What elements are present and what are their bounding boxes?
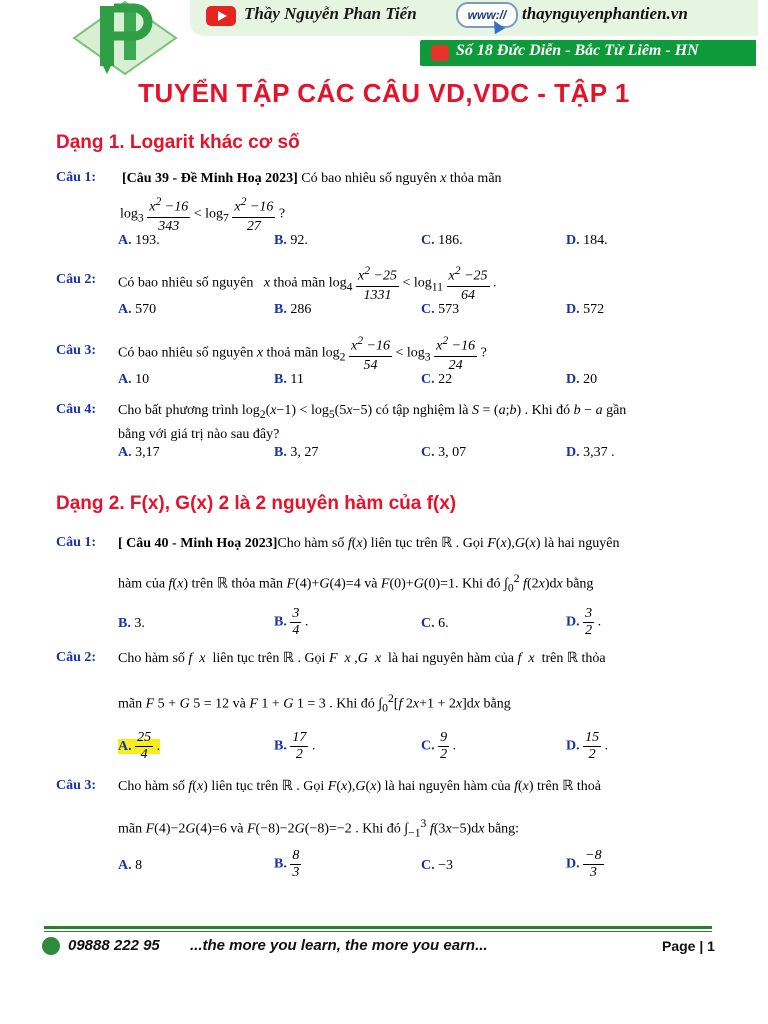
option-d[interactable]: D. 572 bbox=[566, 302, 605, 317]
option-a[interactable]: A. 8 bbox=[118, 858, 143, 873]
option-a[interactable]: A. $\frac{25}{4}$ . bbox=[118, 730, 161, 762]
website-link[interactable]: thaynguyenphantien.vn bbox=[522, 4, 688, 23]
question-text-cont: bằng với giá trị nào sau đây? bbox=[118, 427, 280, 442]
option-c[interactable]: C. 22 bbox=[421, 372, 453, 387]
question-math: $\log_3$ $\frac{x^2 -16}{343}$ < $\log_7$ $\frac{x^2 -16}{27}$ ? bbox=[120, 195, 286, 234]
question-text-cont: mãn F(4)−2G(4)=6 và F(−8)−2G(−8)=−2 . Khi đó $\int_{-1}^3$ f(3x−5)dx bằng: bbox=[118, 817, 520, 840]
option-d[interactable]: D. $\frac{3}{2}$ . bbox=[566, 606, 602, 638]
option-a[interactable]: A. 193. bbox=[118, 233, 160, 248]
page-number: Page | 1 bbox=[662, 938, 715, 954]
logo-icon bbox=[70, 0, 180, 76]
option-b[interactable]: B. $\frac{17}{2}$ . bbox=[274, 730, 316, 762]
question-text: Cho hàm số f x liên tục trên ℝ . Gọi F x ,G x là hai nguyên hàm của f x trên ℝ thỏa bbox=[118, 651, 606, 666]
phone-number[interactable]: 09888 222 95 bbox=[68, 937, 160, 954]
option-b[interactable]: B. 92. bbox=[274, 233, 308, 248]
option-d[interactable]: D. 184. bbox=[566, 233, 608, 248]
option-b[interactable]: B. 11 bbox=[274, 372, 304, 387]
question-label: Câu 2: bbox=[56, 272, 97, 287]
question-text: [Câu 39 - Đề Minh Hoạ 2023] Có bao nhiêu số nguyên x thỏa mãn bbox=[122, 171, 502, 186]
option-b[interactable]: B. 3, 27 bbox=[274, 445, 319, 460]
question-label: Câu 1: bbox=[56, 170, 97, 185]
question-text-cont: mãn F 5 + G 5 = 12 và F 1 + G 1 = 3 . Khi đó $\int_0^2[f$ 2x+1 + 2x]dx bằng bbox=[118, 692, 511, 715]
question-label: Câu 3: bbox=[56, 778, 97, 793]
footer-slogan: ...the more you learn, the more you earn... bbox=[190, 937, 488, 954]
phone-icon bbox=[42, 937, 60, 955]
option-c[interactable]: C. 186. bbox=[421, 233, 463, 248]
address-text: Số 18 Đức Diễn - Bắc Từ Liêm - HN bbox=[456, 42, 699, 59]
section-heading: Dạng 2. F(x), G(x) 2 là 2 nguyên hàm của f(x) bbox=[56, 493, 457, 514]
option-b[interactable]: B. $\frac{3}{4}$ . bbox=[274, 606, 309, 638]
youtube-icon bbox=[206, 6, 236, 26]
option-b[interactable]: B. $\frac{8}{3}$ bbox=[274, 848, 300, 880]
question-label: Câu 2: bbox=[56, 650, 97, 665]
author-name: Thầy Nguyễn Phan Tiến bbox=[244, 4, 417, 23]
option-c[interactable]: C. 573 bbox=[421, 302, 460, 317]
question-text: [ Câu 40 - Minh Hoạ 2023]Cho hàm số f(x) liên tục trên ℝ . Gọi F(x),G(x) là hai nguyên bbox=[118, 536, 620, 551]
question-text: Cho bất phương trình $\log_2(x-1) < \log_5(5x-5)$ có tập nghiệm là S = (a;b) . Khi đó b − a gần bbox=[118, 403, 627, 421]
option-c[interactable]: C. 6. bbox=[421, 616, 449, 631]
question-text: Có bao nhiêu số nguyên x thoả mãn $\log_4$ $\frac{x^2 -25}{1331}$ < $\log_{11}$ $\frac{x^2 -25}{64}$ . bbox=[118, 264, 497, 303]
option-c[interactable]: C. 3, 07 bbox=[421, 445, 467, 460]
option-d[interactable]: D. 20 bbox=[566, 372, 598, 387]
page-title: TUYỂN TẬP CÁC CÂU VD,VDC - TẬP 1 bbox=[138, 78, 630, 108]
question-text-cont: hàm của f(x) trên ℝ thỏa mãn F(4)+G(4)=4 và F(0)+G(0)=1. Khi đó $\int_0^2$ f(2x)dx bằng bbox=[118, 572, 594, 595]
www-badge: www:// bbox=[456, 2, 518, 28]
option-a[interactable]: A. 3,17 bbox=[118, 445, 160, 460]
footer-divider bbox=[44, 931, 712, 932]
question-label: Câu 1: bbox=[56, 535, 97, 550]
option-d[interactable]: D. 3,37 . bbox=[566, 445, 615, 460]
footer-divider bbox=[44, 926, 712, 929]
option-d[interactable]: D. $\frac{15}{2}$ . bbox=[566, 730, 609, 762]
option-a[interactable]: A. 10 bbox=[118, 372, 150, 387]
question-label: Câu 3: bbox=[56, 343, 97, 358]
section-heading: Dạng 1. Logarit khác cơ số bbox=[56, 132, 300, 153]
option-a[interactable]: A. 570 bbox=[118, 302, 157, 317]
question-text: Cho hàm số f(x) liên tục trên ℝ . Gọi F(x),G(x) là hai nguyên hàm của f(x) trên ℝ thoả bbox=[118, 779, 601, 794]
home-icon bbox=[431, 45, 449, 61]
option-d[interactable]: D. $\frac{-8}{3}$ bbox=[566, 848, 602, 880]
option-b[interactable]: B. 286 bbox=[274, 302, 312, 317]
option-b[interactable]: B. 3. bbox=[118, 616, 145, 631]
question-text: Có bao nhiêu số nguyên x thoả mãn $\log_2$ $\frac{x^2 -16}{54}$ < $\log_3$ $\frac{x^2 -16}{24}$ ? bbox=[118, 334, 487, 373]
question-label: Câu 4: bbox=[56, 402, 97, 417]
option-c[interactable]: C. $\frac{9}{2}$ . bbox=[421, 730, 457, 762]
option-c[interactable]: C. −3 bbox=[421, 858, 454, 873]
